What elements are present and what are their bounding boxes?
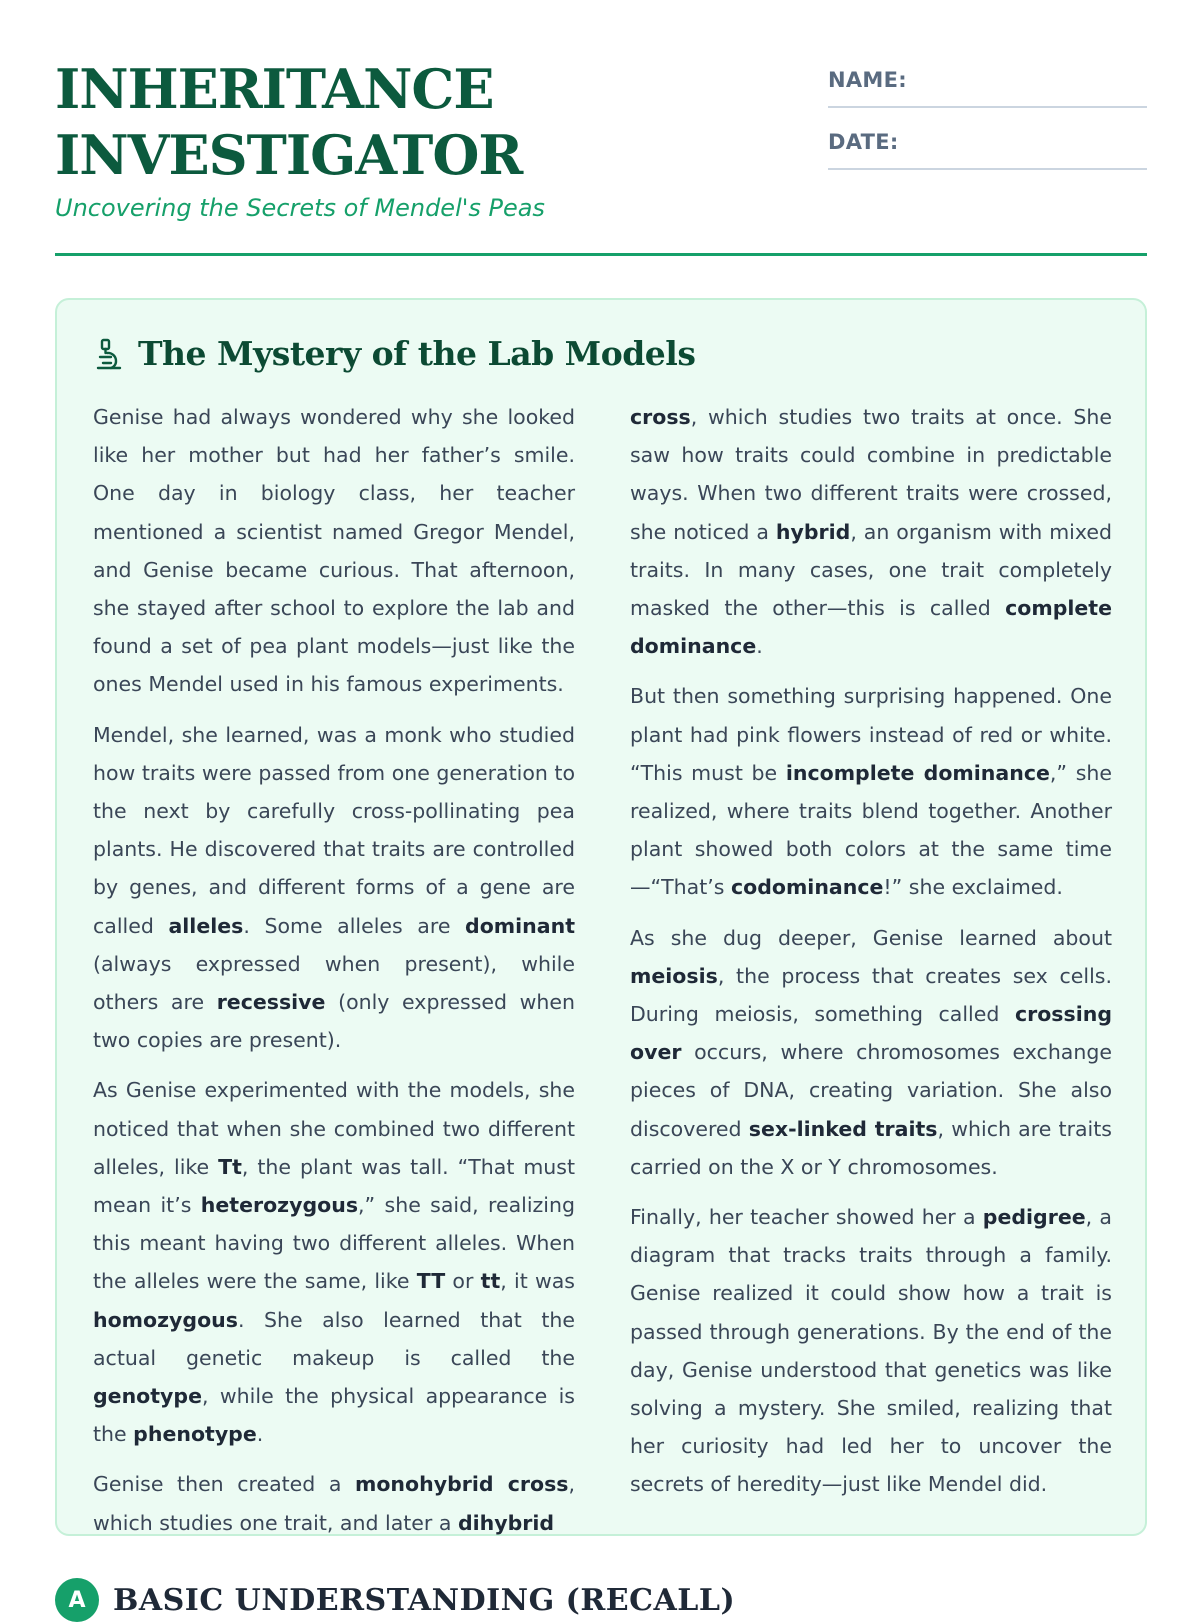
title-line-1: INHERITANCE xyxy=(55,57,494,121)
key-term: heterozygous xyxy=(200,1193,359,1218)
text-run: , the process that creates sex cells. During meiosis, something called xyxy=(630,963,1112,1027)
text-run: , which studies two traits at once. She saw how traits could combine in predictable ways. When two different traits were crossed, she noticed a xyxy=(630,405,1112,544)
text-run: As she dug deeper, Genise learned about xyxy=(630,925,1112,950)
story-column-left xyxy=(93,398,575,1554)
key-term: complete dominance xyxy=(630,596,1112,659)
story-heading xyxy=(94,334,695,373)
key-term: recessive xyxy=(216,990,326,1015)
story-paragraph xyxy=(93,1465,575,1541)
text-run: . Some alleles are xyxy=(243,913,466,938)
key-term: dominant xyxy=(465,913,575,938)
key-term: alleles xyxy=(168,913,244,938)
name-field[interactable] xyxy=(828,62,1147,108)
header-divider xyxy=(55,253,1147,256)
title-line-2: INVESTIGATOR xyxy=(55,123,523,187)
text-run: Mendel, she learned, was a monk who studied how traits were passed from one generation to the next by carefully cross-pollinating pea plants. He discovered that traits are controlled by genes, and different forms of a gene are called xyxy=(93,722,575,938)
key-term: dihybrid xyxy=(457,1510,555,1535)
story-column-right xyxy=(630,398,1112,1516)
story-panel xyxy=(55,298,1147,1536)
key-term: genotype xyxy=(93,1384,202,1409)
key-term: monohybrid cross xyxy=(354,1472,569,1497)
date-label: DATE: xyxy=(828,130,899,154)
story-paragraph xyxy=(630,398,1112,665)
text-run: (always expressed when present), while others are xyxy=(93,951,575,1015)
key-term: Tt xyxy=(218,1154,242,1179)
text-run: But then something surprising happened. One plant had pink flowers instead of red or white. “This must be xyxy=(630,684,1112,785)
text-run: , a diagram that tracks traits through a family. Genise realized it could show how a trait is passed through generations. By the end of the day, Genise understood that genetics was like solving a mystery. She smiled, realizing that her curiosity had led her to uncover the secrets of heredity—just like Mendel did. xyxy=(630,1205,1112,1497)
key-term: meiosis xyxy=(630,963,718,988)
date-field[interactable] xyxy=(828,124,1147,170)
text-run: Genise then created a xyxy=(93,1472,355,1497)
name-label: NAME: xyxy=(828,68,907,92)
story-paragraph xyxy=(93,1071,575,1453)
key-term: homozygous xyxy=(93,1307,238,1332)
key-term: cross xyxy=(630,405,691,429)
text-run: Genise had always wondered why she looked like her mother but had her father’s smile. One day in biology class, her teacher mentioned a scientist named Gregor Mendel, and Genise became curious. That afternoon, she stayed after school to explore the lab and found a set of pea plant models—just like the ones Mendel used in his famous experiments. xyxy=(93,405,575,697)
key-term: sex-linked traits xyxy=(748,1116,938,1141)
text-run: , it was xyxy=(500,1269,575,1294)
key-term: phenotype xyxy=(133,1422,257,1447)
key-term: incomplete dominance xyxy=(785,760,1050,785)
worksheet-header xyxy=(55,56,1147,256)
text-run: (only expressed when two copies are present). xyxy=(93,990,576,1053)
key-term: pedigree xyxy=(982,1205,1086,1230)
story-paragraph xyxy=(93,716,575,1060)
text-run: . She also learned that the actual genetic makeup is called the xyxy=(93,1307,575,1370)
story-paragraph xyxy=(630,1198,1112,1504)
key-term: tt xyxy=(480,1269,501,1294)
text-run: occurs, where chromosomes exchange pieces of DNA, creating variation. She also discovered xyxy=(630,1040,1112,1141)
text-run: , the plant was tall. “That must mean it’s xyxy=(93,1154,576,1218)
section-a-header xyxy=(55,1578,735,1622)
microscope-icon xyxy=(94,337,124,371)
text-run: , while the physical appearance is the xyxy=(93,1384,575,1447)
story-paragraph xyxy=(630,919,1112,1186)
text-run: , which studies one trait, and later a xyxy=(93,1472,576,1535)
text-run: . xyxy=(256,1422,264,1447)
text-run: ,” she realized, where traits blend together. Another plant showed both colors at the same time —“That’s xyxy=(630,760,1112,900)
story-paragraph xyxy=(630,677,1112,906)
text-run: Finally, her teacher showed her a xyxy=(630,1205,983,1230)
section-badge: A xyxy=(55,1578,99,1622)
text-run: , an organism with mixed traits. In many cases, one trait completely masked the other—this is called xyxy=(630,519,1113,621)
key-term: TT xyxy=(416,1269,446,1294)
subtitle: Uncovering the Secrets of Mendel's Peas xyxy=(55,194,545,222)
section-label: BASIC UNDERSTANDING (RECALL) xyxy=(113,1582,736,1618)
story-paragraph xyxy=(93,398,575,704)
student-fields xyxy=(828,62,1147,186)
story-title: The Mystery of the Lab Models xyxy=(138,334,696,373)
key-term: codominance xyxy=(730,875,884,900)
text-run: ,” she said, realizing this meant having two different alleles. When the alleles were the same, like xyxy=(93,1193,575,1294)
text-run: As Genise experimented with the models, she noticed that when she combined two different alleles, like xyxy=(93,1078,575,1179)
text-run: !” she exclaimed. xyxy=(883,875,1063,900)
key-term: hybrid xyxy=(775,519,851,544)
key-term: crossing over xyxy=(630,1002,1112,1065)
text-run: , which are traits carried on the X or Y chromosomes. xyxy=(630,1116,1112,1179)
text-run: or xyxy=(445,1269,481,1294)
text-run: . xyxy=(756,634,763,659)
